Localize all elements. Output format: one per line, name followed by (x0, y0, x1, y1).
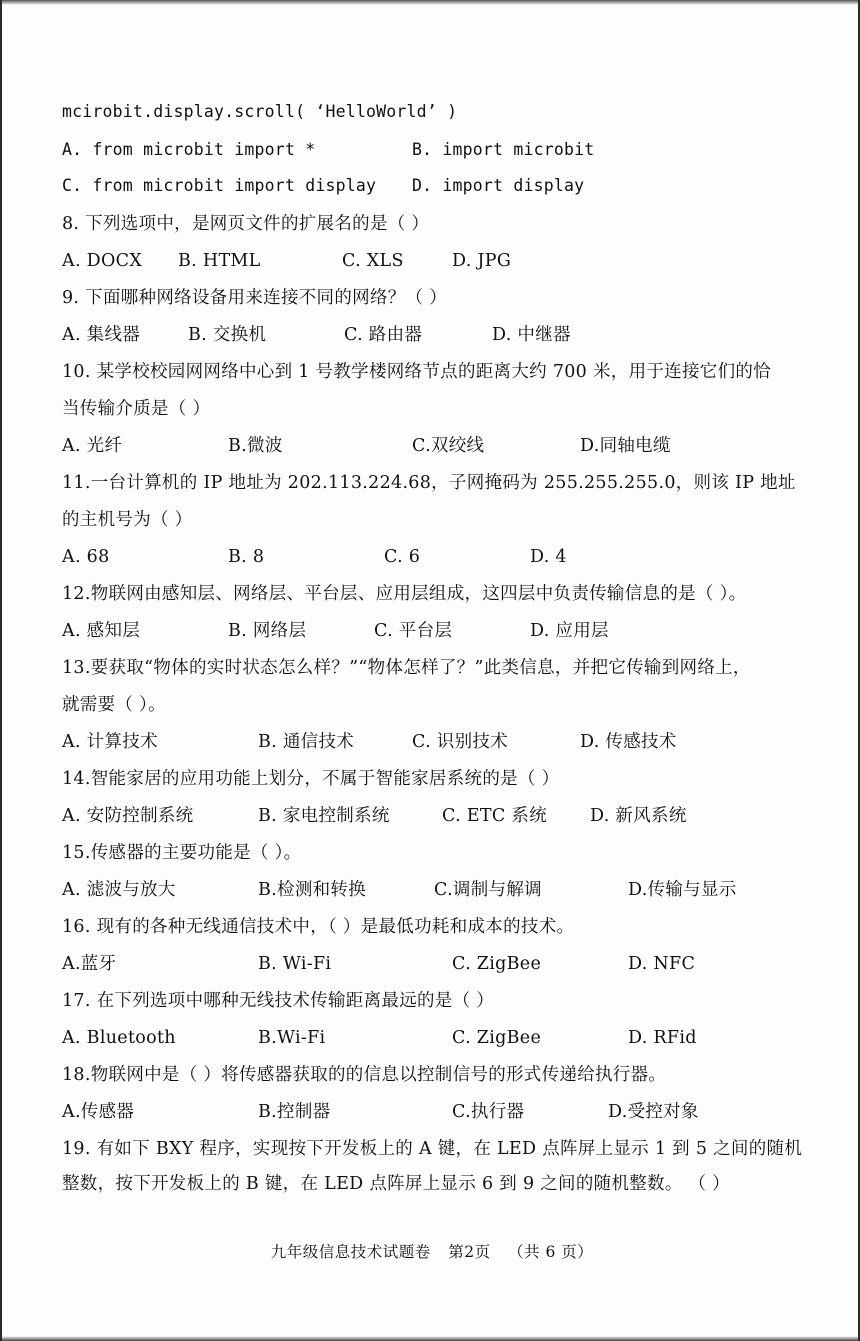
q12-stem: 12.物联网由感知层、网络层、平台层、应用层组成，这四层中负责传输信息的是（ ）。 (62, 584, 747, 604)
q18-option-c: C.执行器 (452, 1102, 525, 1122)
q10-option-d: D.同轴电缆 (580, 436, 671, 456)
q18-option-b: B.控制器 (258, 1102, 331, 1122)
q11-option-d: D. 4 (530, 547, 567, 567)
q9-option-d: D. 中继器 (492, 325, 571, 345)
q10-option-a: A. 光纤 (62, 436, 123, 456)
q10-option-b: B.微波 (228, 436, 283, 456)
q16-option-a: A.蓝牙 (62, 954, 117, 974)
q12-option-b: B. 网络层 (228, 621, 307, 641)
q13-option-b: B. 通信技术 (258, 732, 355, 752)
q16-option-b: B. Wi-Fi (258, 954, 332, 974)
scan-edge-bottom (2, 1336, 858, 1341)
footer-page-number: 第2页 (448, 1243, 491, 1261)
q9-option-c: C. 路由器 (344, 325, 423, 345)
q14-option-c: C. ETC 系统 (442, 806, 547, 826)
q15-stem: 15.传感器的主要功能是（ ）。 (62, 843, 302, 863)
q17-stem: 17. 在下列选项中哪种无线技术传输距离最远的是（ ） (62, 991, 495, 1011)
q7-option-c: C. from microbit import display (62, 176, 377, 195)
q11-option-a: A. 68 (62, 547, 110, 567)
q11-option-c: C. 6 (384, 547, 421, 567)
q10-stem-line-2: 当传输介质是（ ） (62, 399, 211, 419)
q10-stem-line-1: 10. 某学校校园网网络中心到 1 号教学楼网络节点的距离大约 700 米，用于连接它们的恰 (62, 362, 771, 382)
q13-stem-line-1: 13.要获取“物体的实时状态怎么样？”“物体怎样了？”此类信息，并把它传输到网络上， (62, 658, 751, 678)
q12-option-a: A. 感知层 (62, 621, 141, 641)
q18-stem: 18.物联网中是（ ）将传感器获取的的信息以控制信号的形式传递给执行器。 (62, 1065, 667, 1085)
q13-option-a: A. 计算技术 (62, 732, 158, 752)
q8-option-d: D. JPG (452, 251, 512, 271)
q16-option-c: C. ZigBee (452, 954, 542, 974)
q14-stem: 14.智能家居的应用功能上划分，不属于智能家居系统的是（ ） (62, 769, 560, 789)
q15-option-d: D.传输与显示 (628, 880, 737, 900)
q7-option-d: D. import display (412, 176, 585, 195)
q11-stem-line-1: 11.一台计算机的 IP 地址为 202.113.224.68，子网掩码为 255.255.255.0，则该 IP 地址 (62, 473, 796, 493)
q9-stem: 9. 下面哪种网络设备用来连接不同的网络？（ ） (62, 288, 448, 308)
q17-option-d: D. RFid (628, 1028, 697, 1048)
q13-stem-line-2: 就需要（ ）。 (62, 695, 166, 715)
q13-option-c: C. 识别技术 (412, 732, 508, 752)
q9-option-a: A. 集线器 (62, 325, 141, 345)
q11-option-b: B. 8 (228, 547, 265, 567)
q7-option-a: A. from microbit import * (62, 140, 316, 159)
q14-option-b: B. 家电控制系统 (258, 806, 390, 826)
q12-option-d: D. 应用层 (530, 621, 609, 641)
q19-stem-line-1: 19. 有如下 BXY 程序，实现按下开发板上的 A 键，在 LED 点阵屏上显示 1 到 5 之间的随机 (62, 1139, 803, 1159)
q15-option-c: C.调制与解调 (434, 880, 542, 900)
q12-option-c: C. 平台层 (374, 621, 453, 641)
q8-stem: 8. 下列选项中，是网页文件的扩展名的是（ ） (62, 214, 430, 234)
q15-option-b: B.检测和转换 (258, 880, 367, 900)
q19-stem-line-2: 整数，按下开发板上的 B 键，在 LED 点阵屏上显示 6 到 9 之间的随机整数。 （ ） (62, 1174, 730, 1194)
q17-option-c: C. ZigBee (452, 1028, 542, 1048)
q15-option-a: A. 滤波与放大 (62, 880, 176, 900)
q8-option-a: A. DOCX (62, 251, 143, 271)
q7-option-b: B. import microbit (412, 140, 595, 159)
q14-option-d: D. 新风系统 (590, 806, 687, 826)
q9-option-b: B. 交换机 (188, 325, 267, 345)
footer-exam-title: 九年级信息技术试题卷 (270, 1243, 431, 1261)
q14-option-a: A. 安防控制系统 (62, 806, 194, 826)
page-footer (2, 1240, 860, 1262)
q10-option-c: C.双绞线 (412, 436, 485, 456)
q18-option-d: D.受控对象 (608, 1102, 699, 1122)
footer-total-pages: （共 6 页） (508, 1243, 594, 1261)
scan-edge-top (2, 0, 858, 5)
q17-option-a: A. Bluetooth (62, 1028, 176, 1048)
q11-stem-line-2: 的主机号为（ ） (62, 510, 193, 530)
q13-option-d: D. 传感技术 (580, 732, 677, 752)
code-line: mcirobit.display.scroll( ‘HelloWorld’ ) (62, 102, 458, 121)
q8-option-c: C. XLS (342, 251, 404, 271)
q16-stem: 16. 现有的各种无线通信技术中，（ ）是最低功耗和成本的技术。 (62, 917, 575, 937)
q18-option-a: A.传感器 (62, 1102, 135, 1122)
q17-option-b: B.Wi-Fi (258, 1028, 326, 1048)
q8-option-b: B. HTML (178, 251, 261, 271)
q16-option-d: D. NFC (628, 954, 696, 974)
